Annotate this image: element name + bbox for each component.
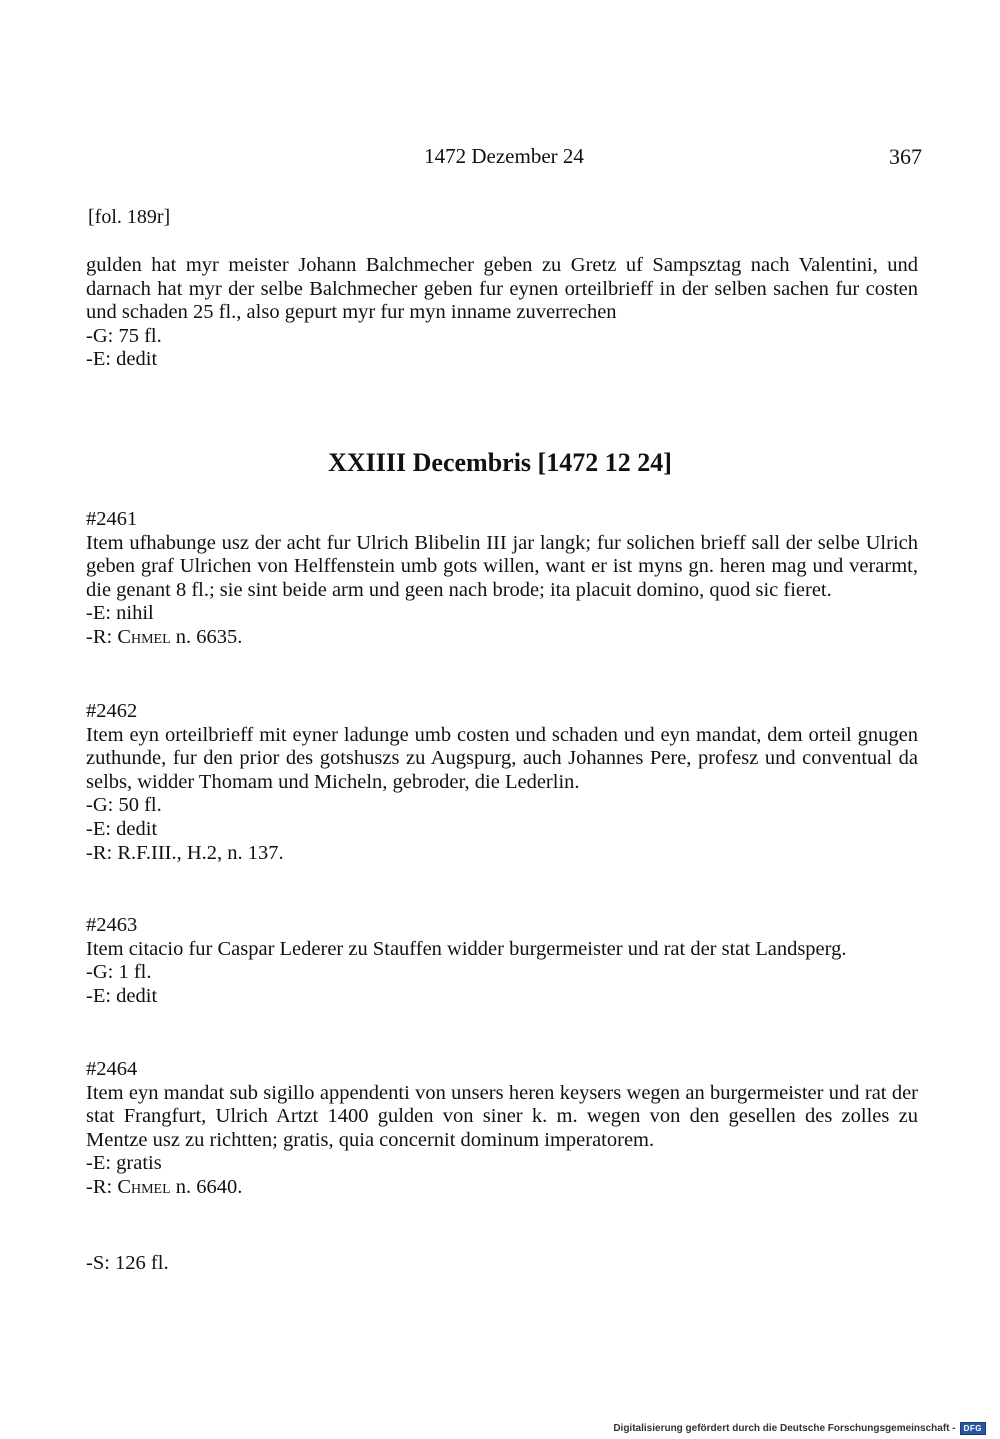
- page-number: 367: [889, 144, 922, 169]
- entry-note: -E: nihil: [86, 602, 154, 625]
- header-date: 1472 Dezember 24: [424, 144, 584, 168]
- dfg-logo-icon: DFG: [960, 1422, 986, 1435]
- entry-number: #2464: [86, 1058, 138, 1080]
- entry-2461: [86, 508, 918, 650]
- entry-reference: [86, 1176, 918, 1200]
- ref-author: Chmel: [117, 625, 171, 648]
- entry-text: Item ufhabunge usz der acht fur Ulrich Blibelin III jar langk; fur solichen brieff sall der selbe Ulrich geben graf Ulrichen von Helffenstein umb gots willen, want er ist myns gn. heren mag und verarmt, die genant 8 fl.; sie sint beide arm und geen nach brode; ita placuit domino, quod sic fieret.: [86, 531, 918, 601]
- intro-note: -G: 75 fl.: [86, 324, 162, 347]
- entry-text: Item eyn mandat sub sigillo appendenti von unsers heren keysers wegen an burgermeister und rat der stat Frangfurt, Ulrich Artzt 1400 gulden von siner k. m. wegen von den gesellen des zolles zu Mentze usz zu richtten; gratis, quia concernit dominum imperatorem.: [86, 1081, 918, 1151]
- ref-prefix: -R:: [86, 1175, 118, 1198]
- entry-note: -R: R.F.III., H.2, n. 137.: [86, 841, 284, 864]
- intro-note: -E: dedit: [86, 348, 158, 371]
- ref-author: Chmel: [117, 1175, 171, 1198]
- sum-total: -S: 126 fl.: [86, 1252, 169, 1274]
- digitization-footer: [613, 1422, 986, 1435]
- section-title: XXIIII Decembris [1472 12 24]: [328, 448, 672, 477]
- ref-suffix: n. 6635.: [170, 625, 243, 648]
- folio-reference: [fol. 189r]: [88, 206, 171, 228]
- entry-number: #2461: [86, 508, 138, 530]
- ref-suffix: n. 6640.: [170, 1175, 243, 1198]
- entry-2464: [86, 1058, 918, 1200]
- page-header: [86, 144, 922, 174]
- entry-note: -E: dedit: [86, 984, 158, 1007]
- entry-text: Item eyn orteilbrieff mit eyner ladunge umb costen und schaden und eyn mandat, dem orteil gnugen zuthunde, fur den prior des gotshuszs zu Augspurg, auch Johannes Pere, profesz und conventual da selbs, widder Thomam und Micheln, gebroder, die Lederlin.: [86, 723, 918, 793]
- entry-note: -G: 1 fl.: [86, 961, 152, 984]
- entry-2463: [86, 914, 918, 1008]
- entry-number: #2462: [86, 700, 138, 722]
- entry-reference: [86, 626, 918, 650]
- entry-note: -E: dedit: [86, 817, 158, 840]
- intro-block: [86, 254, 918, 372]
- intro-text: gulden hat myr meister Johann Balchmecher geben zu Gretz uf Sampsztag nach Valentini, und darnach hat myr der selbe Balchmecher geben fur eynen orteilbrieff in der selben sachen fur costen und schaden 25 fl., also gepurt myr fur myn inname zuverrechen: [86, 254, 918, 324]
- entry-number: #2463: [86, 914, 138, 936]
- entry-text: Item citacio fur Caspar Lederer zu Stauffen widder burgermeister und rat der stat Landsperg.: [86, 937, 847, 960]
- footer-text: Digitalisierung gefördert durch die Deutsche Forschungsgemeinschaft -: [613, 1423, 956, 1434]
- ref-prefix: -R:: [86, 625, 118, 648]
- entry-note: -G: 50 fl.: [86, 794, 162, 817]
- entry-note: -E: gratis: [86, 1152, 162, 1175]
- entry-2462: [86, 700, 918, 865]
